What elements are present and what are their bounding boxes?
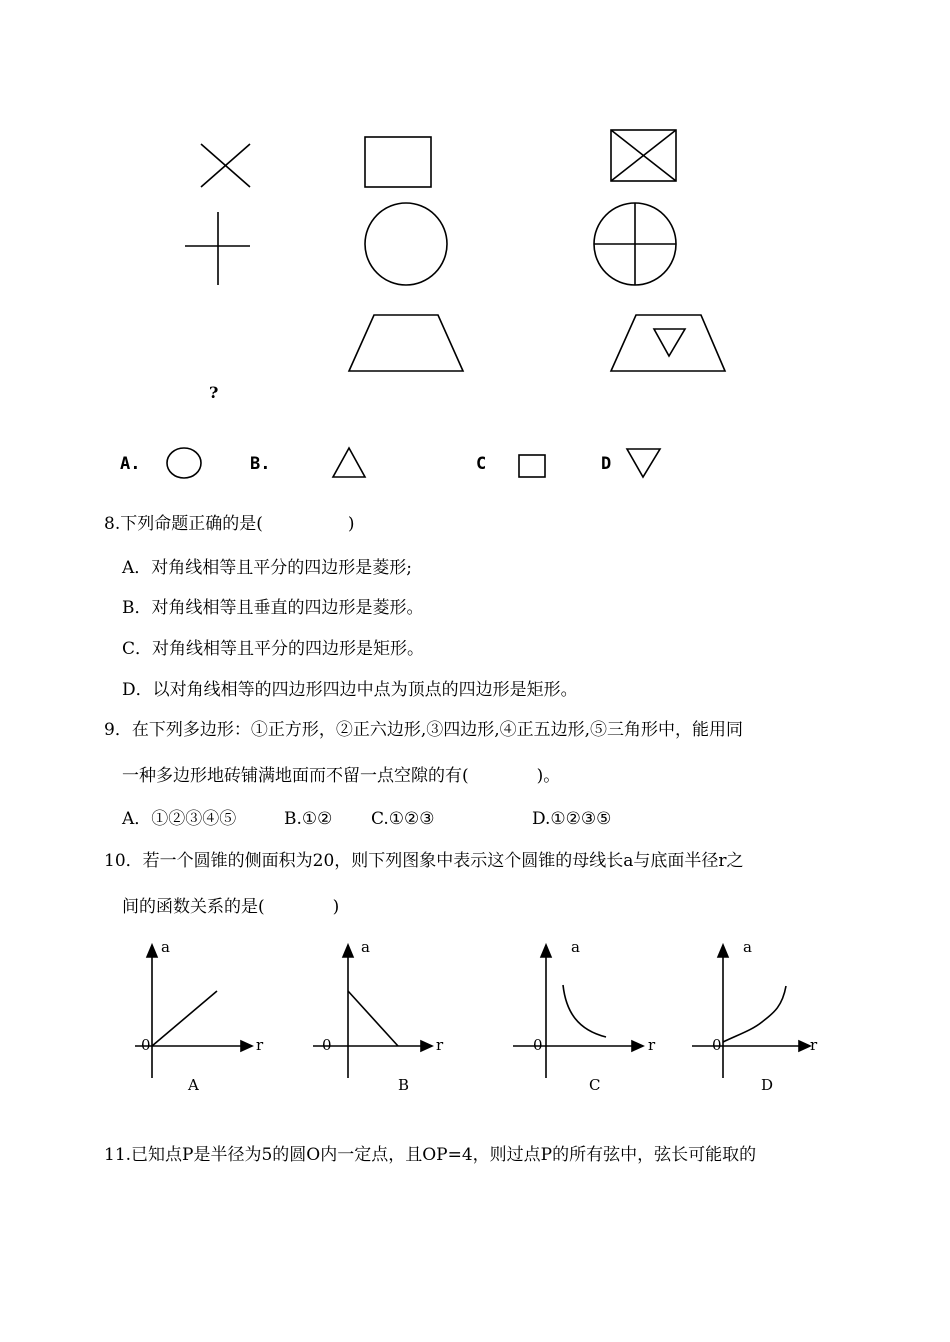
graph-b-origin: 0: [322, 1036, 332, 1054]
q9-stem-line2: 一种多边形地砖铺满地面而不留一点空隙的有( )。: [122, 766, 561, 786]
unknown-mark: ?: [209, 383, 219, 402]
option-c-label: C: [476, 454, 487, 474]
graph-c-y-label: a: [571, 938, 580, 956]
graph-a-caption: A: [188, 1076, 199, 1094]
graph-c-caption: C: [589, 1076, 601, 1094]
graph-d-origin: 0: [712, 1036, 722, 1054]
graph-b-caption: B: [398, 1076, 410, 1094]
option-a-label: A.: [120, 454, 141, 474]
q8-choice-c: C．对角线相等且平分的四边形是矩形。: [122, 639, 425, 659]
q9-stem-line1: 9．在下列多边形：①正方形，②正六边形,③四边形,④正五边形,⑤三角形中，能用同: [104, 720, 744, 740]
graph-c-x-label: r: [648, 1036, 656, 1054]
q10-stem-line1: 10．若一个圆锥的侧面积为20，则下列图象中表示这个圆锥的母线长a与底面半径r之: [104, 851, 744, 871]
q8-choice-a: A．对角线相等且平分的四边形是菱形;: [122, 558, 413, 578]
q9-choice-a: A．①②③④⑤: [122, 809, 237, 829]
graph-d-y-label: a: [743, 938, 752, 956]
graph-b-y-label: a: [361, 938, 370, 956]
graph-a-x-label: r: [256, 1036, 264, 1054]
graph-d-caption: D: [761, 1076, 774, 1094]
q9-choice-b: B.①②: [284, 809, 333, 829]
graph-a-origin: 0: [141, 1036, 151, 1054]
graph-b-x-label: r: [436, 1036, 444, 1054]
q9-choice-d: D.①②③⑤: [532, 809, 612, 829]
q8-stem: 8.下列命题正确的是( ): [104, 514, 355, 534]
q9-choice-c: C.①②③: [371, 809, 435, 829]
graph-d-x-label: r: [810, 1036, 818, 1054]
q11-stem-line1: 11.已知点P是半径为5的圆O内一定点，且OP=4，则过点P的所有弦中，弦长可能取的: [104, 1145, 757, 1165]
q8-choice-b: B．对角线相等且垂直的四边形是菱形。: [122, 598, 424, 618]
graph-d-curve: [723, 986, 786, 1042]
graph-c-origin: 0: [533, 1036, 543, 1054]
option-b-label: B.: [250, 454, 271, 474]
q10-stem-line2: 间的函数关系的是( ): [122, 897, 340, 917]
q8-choice-d: D．以对角线相等的四边形四边中点为顶点的四边形是矩形。: [122, 680, 578, 700]
graph-a-y-label: a: [161, 938, 170, 956]
option-d-label: D: [601, 454, 612, 474]
